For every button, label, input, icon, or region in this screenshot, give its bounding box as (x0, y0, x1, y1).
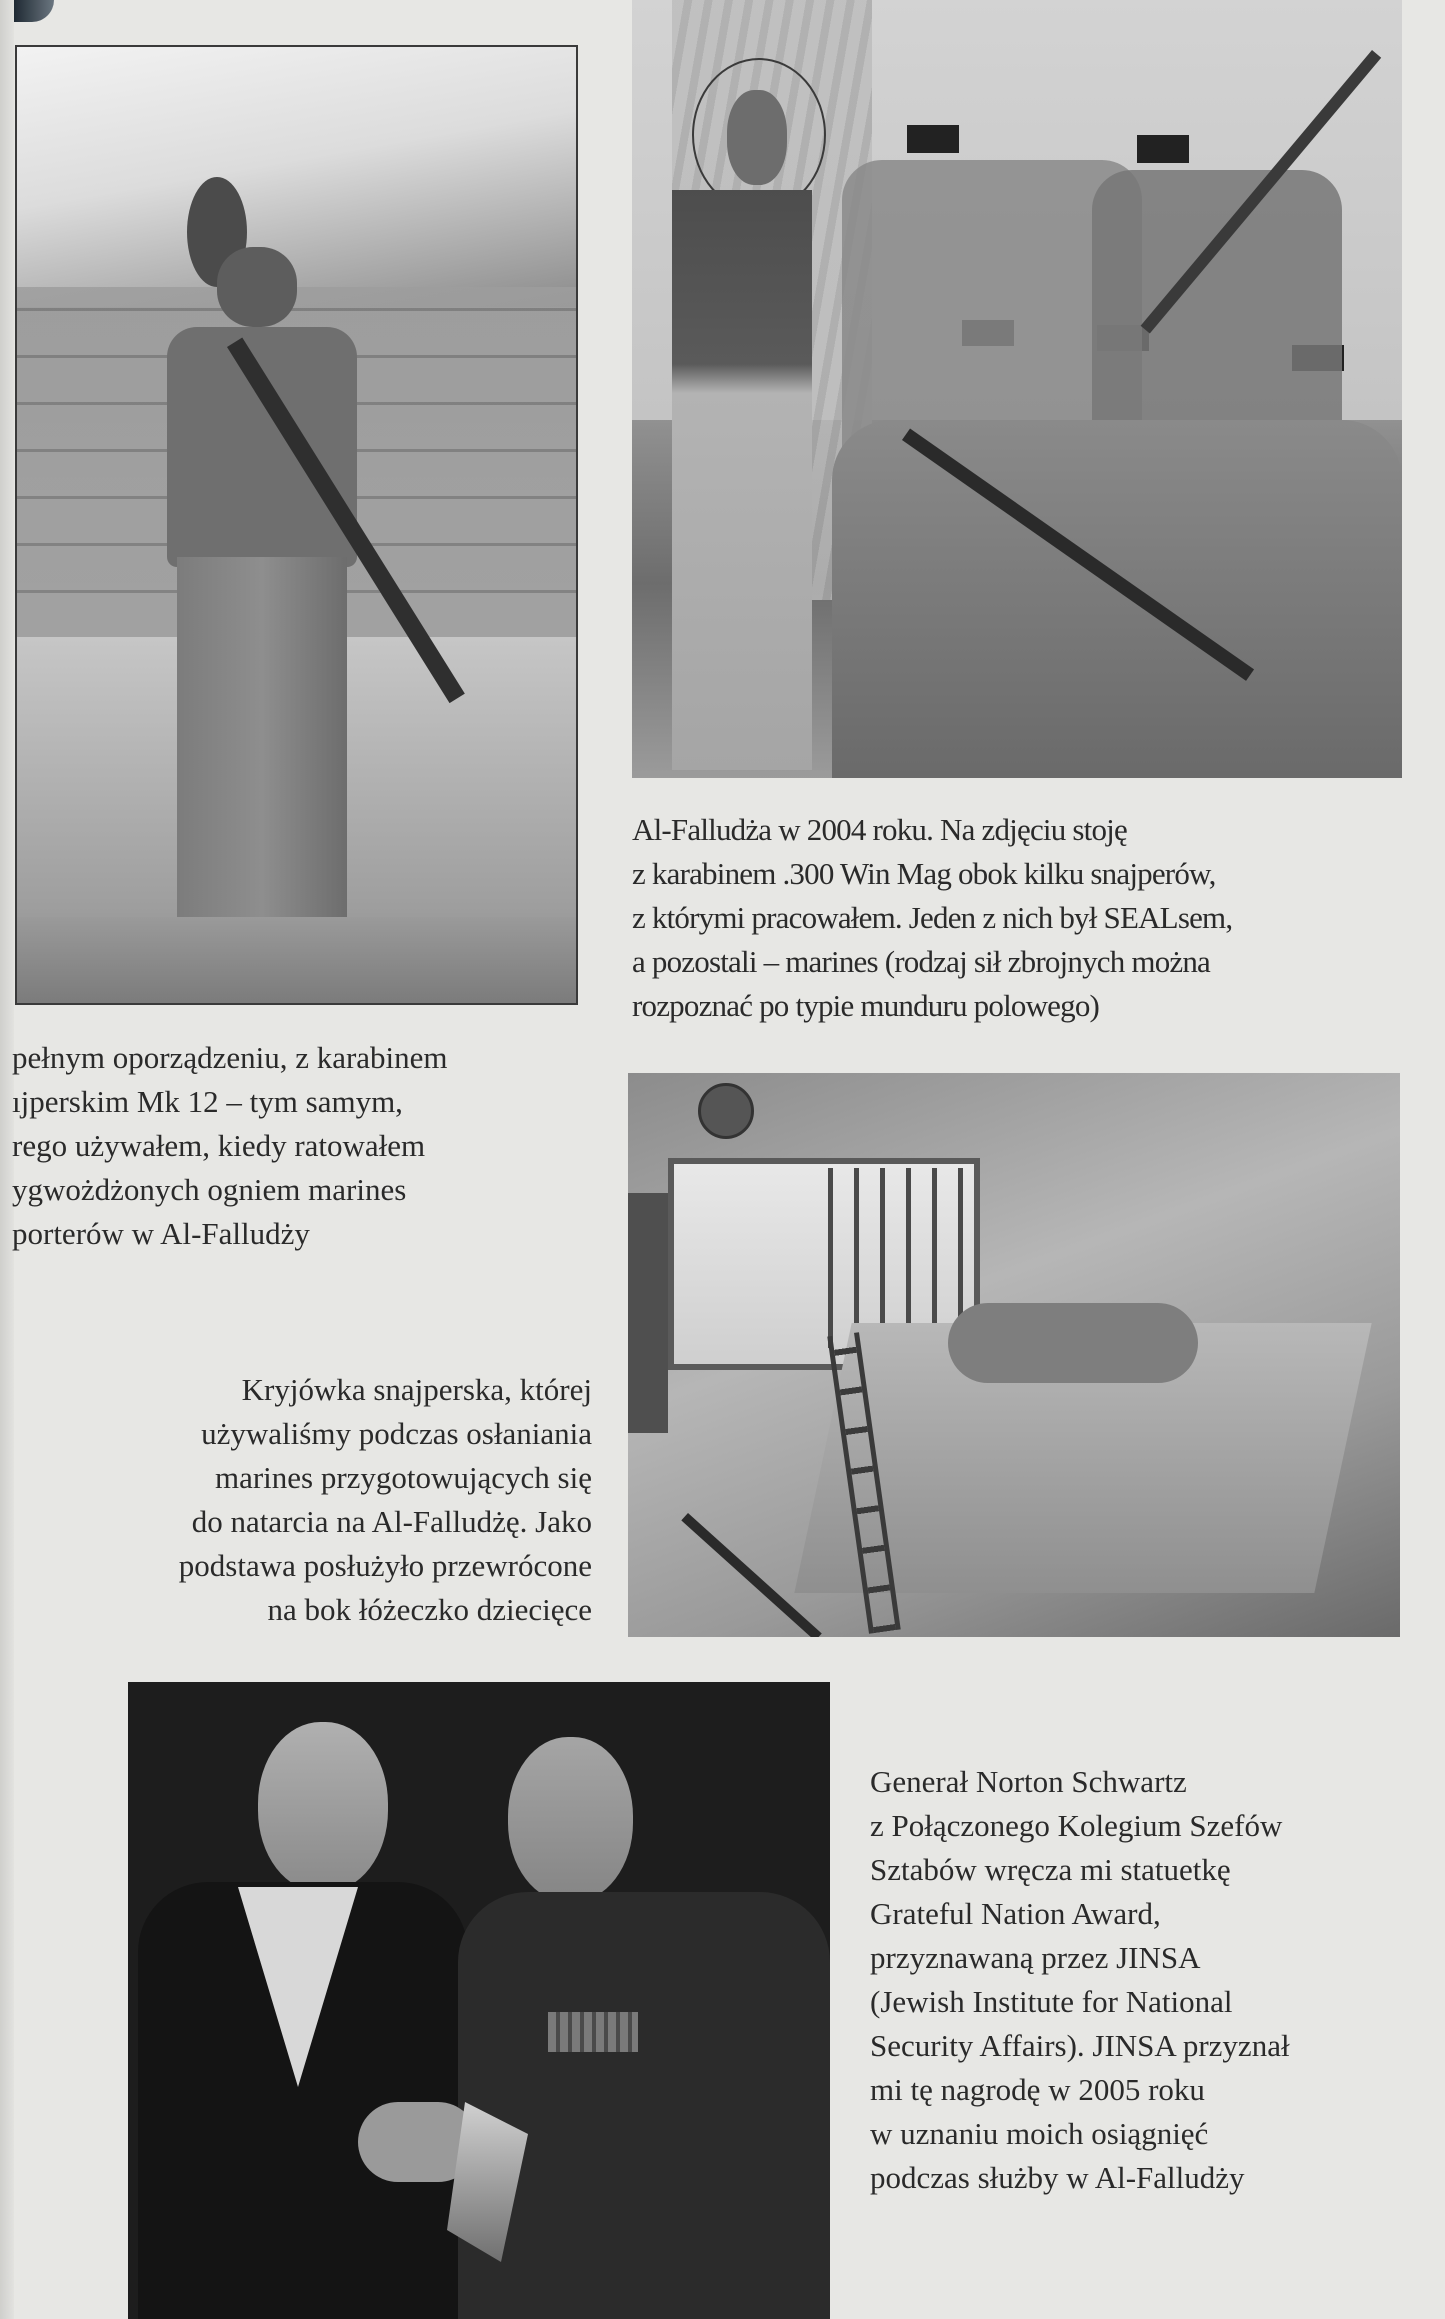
photo-sniper-group (632, 0, 1402, 778)
caption-line: z którymi pracowałem. Jeden z nich był SEALsem, (632, 900, 1233, 935)
photo-sniper-hide (628, 1073, 1400, 1637)
soldier-torso (167, 327, 357, 567)
caption-line: Al-Falludża w 2004 roku. Na zdjęciu stoję (632, 812, 1127, 847)
caption-line: w uznaniu moich osiągnięć (870, 2116, 1209, 2151)
caption-photo-sniper-group (632, 808, 1232, 1028)
sailor-head (258, 1722, 388, 1892)
caption-line: rozpoznać po typie munduru polowego) (632, 988, 1100, 1023)
photo-award-ceremony (128, 1682, 830, 2319)
window-shutter (628, 1193, 668, 1433)
caption-line: ygwożdżonych ogniem marines (12, 1172, 407, 1207)
caption-photo-sniper-hide (179, 1368, 592, 1632)
face-censor-bar (1137, 135, 1189, 163)
medal-ribbons (548, 2012, 638, 2052)
face-censor-bar (907, 125, 959, 153)
caption-photo-award-ceremony (870, 1760, 1290, 2200)
caption-line: rego używałem, kiedy ratowałem (12, 1128, 426, 1163)
prone-sniper (948, 1303, 1198, 1383)
caption-line: Sztabów wręcza mi statuetkę (870, 1852, 1231, 1887)
caption-line: pełnym oporządzeniu, z karabinem (12, 1040, 448, 1075)
caption-line: przyznawaną przez JINSA (870, 1940, 1201, 1975)
caption-line: na bok łóżeczko dziecięce (267, 1592, 592, 1627)
sky-and-roof (17, 47, 578, 307)
caption-line: Kryjówka snajperska, której (241, 1372, 592, 1407)
caption-line: Grateful Nation Award, (870, 1896, 1161, 1931)
author-body (672, 190, 812, 770)
wall-clock (698, 1083, 754, 1139)
soldier-head (217, 247, 297, 327)
caption-line: do natarcia na Al-Falludżę. Jako (191, 1504, 592, 1539)
caption-line: z karabinem .300 Win Mag obok kilku snajperów, (632, 856, 1216, 891)
caption-line: podczas służby w Al-Falludży (870, 2160, 1245, 2195)
caption-line: porterów w Al-Falludży (12, 1216, 310, 1251)
caption-line: mi tę nagrodę w 2005 roku (870, 2072, 1205, 2107)
facing-page-corner (14, 0, 54, 22)
caption-line: używaliśmy podczas osłaniania (201, 1416, 592, 1451)
sniper-standing (1092, 170, 1342, 430)
rubble-ground (17, 917, 578, 1005)
caption-line: Generał Norton Schwartz (870, 1764, 1187, 1799)
kneeling-snipers (832, 420, 1402, 778)
caption-line: ıjperskim Mk 12 – tym samym, (12, 1084, 403, 1119)
general-head (508, 1737, 633, 1902)
caption-line: a pozostali – marines (rodzaj sił zbrojnych można (632, 944, 1211, 979)
author-head (727, 90, 787, 185)
caption-line: marines przygotowujących się (214, 1460, 592, 1495)
caption-line: z Połączonego Kolegium Szefów (870, 1808, 1283, 1843)
photo-soldier-standing (15, 45, 578, 1005)
general-uniform (458, 1892, 830, 2319)
soldier-legs (177, 557, 347, 917)
caption-line: (Jewish Institute for National (870, 1984, 1233, 2019)
caption-photo-soldier-standing (12, 1036, 448, 1256)
caption-line: Security Affairs). JINSA przyznał (870, 2028, 1290, 2063)
window-bars (828, 1168, 968, 1348)
caption-line: podstawa posłużyło przewrócone (178, 1548, 592, 1583)
